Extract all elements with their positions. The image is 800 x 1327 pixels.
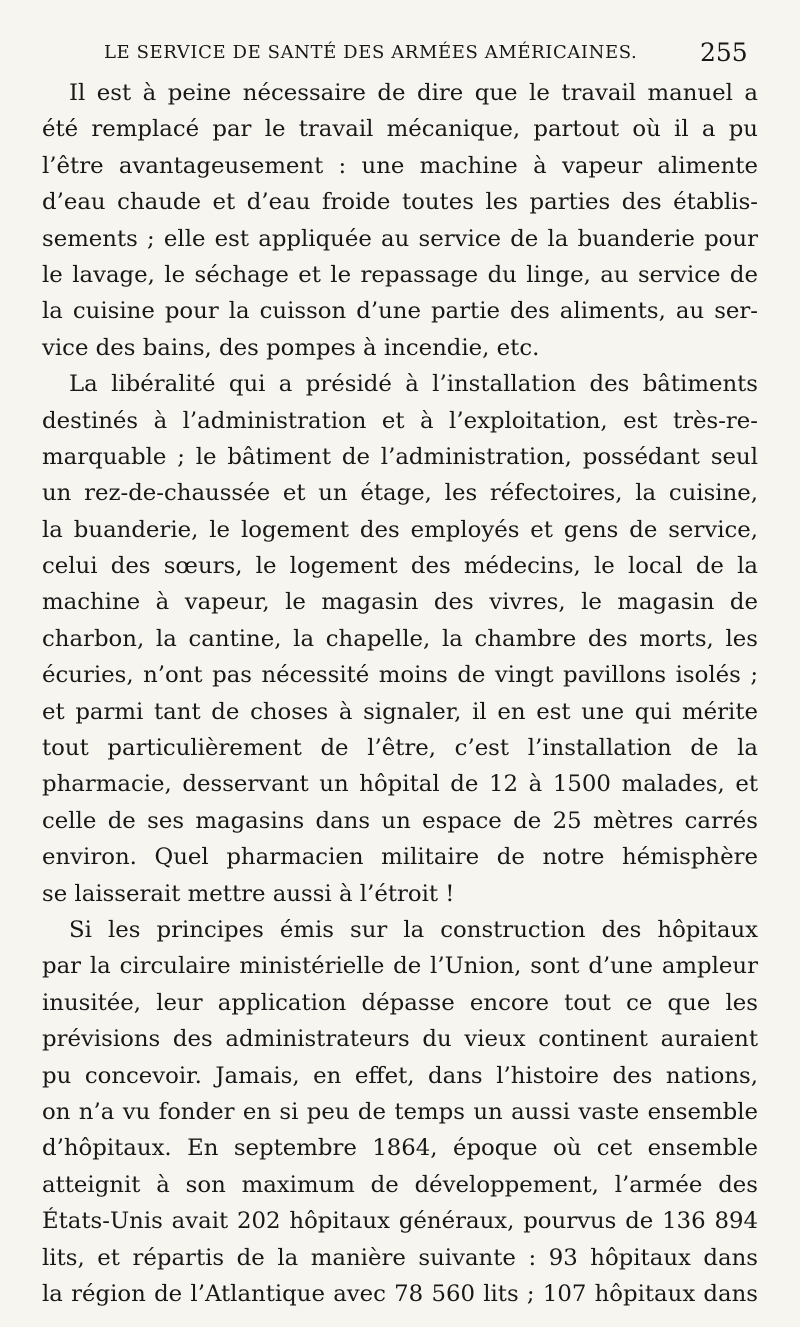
running-title: LE SERVICE DE SANTÉ DES ARMÉES AMÉRICAINES. — [104, 42, 638, 63]
text-line: celle de ses magasins dans un espace de 25 mètres carrés — [42, 807, 758, 834]
text-line: Il est à peine nécessaire de dire que le travail manuel a — [69, 80, 758, 106]
text-line: la cuisine pour la cuisson d’une partie des aliments, au ser- — [42, 298, 758, 325]
text-line: inusitée, leur application dépasse encore tout ce que les — [42, 989, 758, 1016]
text-line: et parmi tant de choses à signaler, il en est une qui mérite — [42, 698, 758, 725]
text-line: l’être avantageusement : une machine à vapeur alimente — [42, 152, 758, 179]
text-line: pu concevoir. Jamais, en effet, dans l’histoire des nations, — [42, 1062, 758, 1089]
page-number: 255 — [700, 38, 748, 67]
text-line: États-Unis avait 202 hôpitaux généraux, pourvus de 136 894 — [42, 1208, 758, 1235]
text-line: on n’a vu fonder en si peu de temps un aussi vaste ensemble — [42, 1098, 758, 1125]
text-line: été remplacé par le travail mécanique, partout où il a pu — [42, 116, 758, 143]
text-line: la région de l’Atlantique avec 78 560 lits ; 107 hôpitaux dans — [42, 1280, 758, 1307]
text-line: marquable ; le bâtiment de l’administration, possédant seul — [42, 443, 758, 470]
text-line: environ. Quel pharmacien militaire de notre hémisphère — [42, 844, 758, 871]
text-line: destinés à l’administration et à l’exploitation, est très-re- — [42, 407, 758, 434]
text-line: pharmacie, desservant un hôpital de 12 à 1500 malades, et — [42, 771, 758, 798]
text-line: tout particulièrement de l’être, c’est l’installation de la — [42, 735, 758, 762]
text-line: atteignit à son maximum de développement, l’armée des — [42, 1171, 758, 1198]
text-line: se laisserait mettre aussi à l’étroit ! — [42, 880, 455, 907]
text-line: machine à vapeur, le magasin des vivres, le magasin de — [42, 589, 758, 616]
text-line: La libéralité qui a présidé à l’installation des bâtiments — [69, 371, 758, 398]
page-body-text — [42, 75, 758, 1315]
text-line: le lavage, le séchage et le repassage du linge, au service de — [42, 261, 758, 288]
page-header — [0, 34, 800, 74]
text-line: charbon, la cantine, la chapelle, la chambre des morts, les — [42, 625, 758, 652]
text-line: sements ; elle est appliquée au service de la buanderie pour — [42, 225, 758, 252]
text-line: celui des sœurs, le logement des médecins, le local de la — [42, 553, 758, 580]
text-line: d’eau chaude et d’eau froide toutes les parties des établis- — [42, 189, 758, 216]
text-line: la buanderie, le logement des employés et gens de service, — [42, 516, 758, 543]
text-line: Si les principes émis sur la construction des hôpitaux — [69, 916, 758, 943]
text-line: d’hôpitaux. En septembre 1864, époque où cet ensemble — [42, 1135, 758, 1162]
text-line: un rez-de-chaussée et un étage, les réfectoires, la cuisine, — [42, 480, 758, 507]
text-line: écuries, n’ont pas nécessité moins de vingt pavillons isolés ; — [42, 662, 758, 689]
text-line: par la circulaire ministérielle de l’Union, sont d’une ampleur — [42, 953, 758, 980]
text-line: lits, et répartis de la manière suivante : 93 hôpitaux dans — [42, 1244, 758, 1271]
text-line: vice des bains, des pompes à incendie, etc. — [42, 334, 540, 361]
text-line: prévisions des administrateurs du vieux continent auraient — [42, 1026, 758, 1053]
